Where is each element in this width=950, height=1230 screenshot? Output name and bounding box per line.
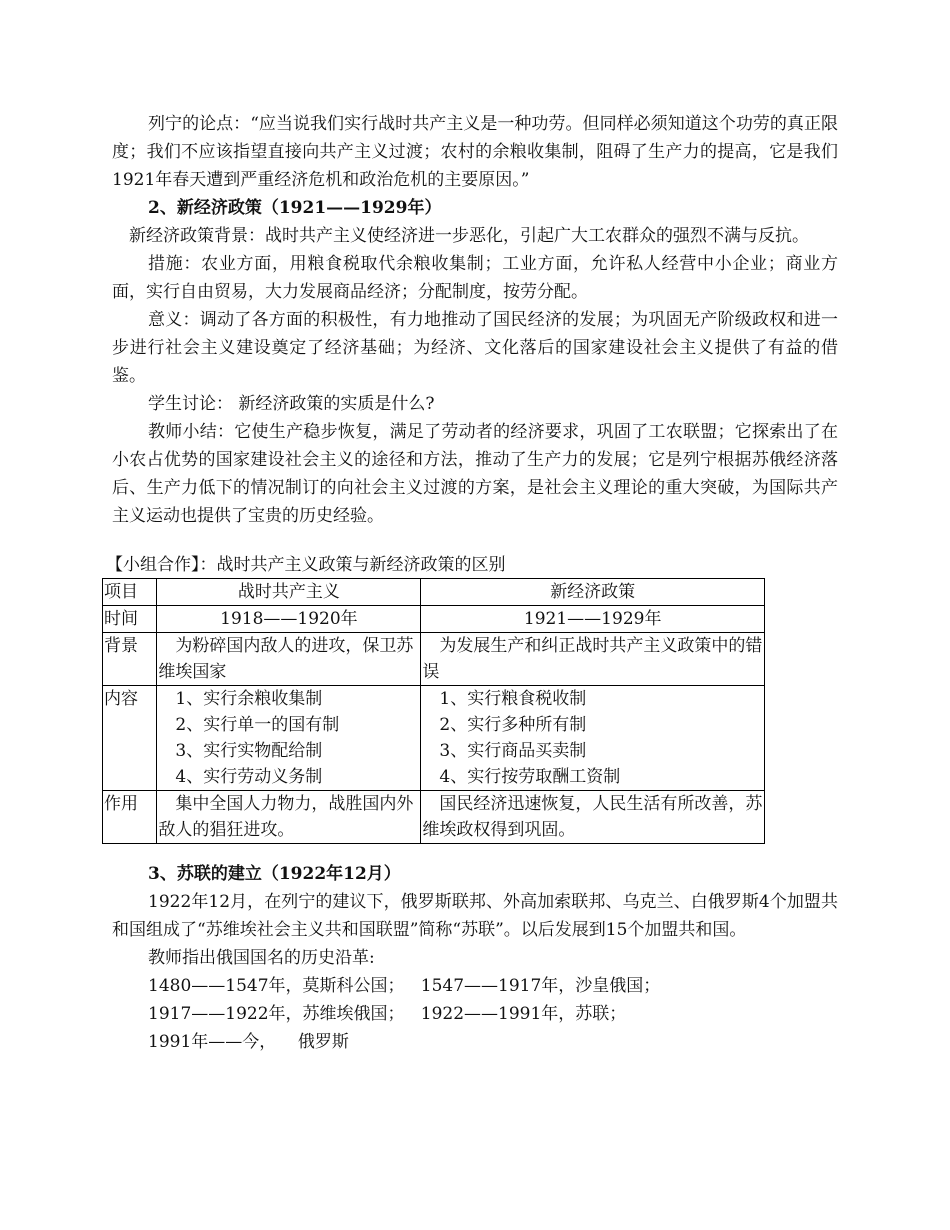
spacer [112,844,838,860]
paragraph-ussr: 1922年12月，在列宁的建议下，俄罗斯联邦、外高加索联邦、乌克兰、白俄罗斯4个加盟共和国组成了“苏维埃社会主义共和国联盟”简称“苏联”。以后发展到15个加盟共和国。 [112,892,838,940]
cell-text: 国民经济迅速恢复，人民生活有所改善，苏维埃政权得到巩固。 [422,794,763,840]
table-row [103,791,765,844]
paragraph-nep-background: 新经济政策背景：战时共产主义使经济进一步恶化，引起广大工农群众的强烈不满与反抗。 [129,226,809,246]
table-cell [157,686,421,791]
cell-text: 为发展生产和纠正战时共产主义政策中的错误 [422,636,763,682]
history-entry: 俄罗斯 [297,1032,349,1052]
heading-nep: 2、新经济政策（1921——1929年） [148,198,442,218]
table-cell [421,633,765,686]
table-cell: 1921——1929年 [421,606,765,633]
cell-text: 集中全国人力物力，战胜国内外敌人的猖狂进攻。 [158,794,414,840]
spacer [112,530,838,552]
table-cell: 新经济政策 [421,579,765,606]
paragraph-measures: 措施：农业方面，用粮食税取代余粮收集制；工业方面，允许私人经营中小企业；商业方面，实行自由贸易，大力发展商品经济；分配制度，按劳分配。 [112,254,838,302]
paragraph-discussion: 学生讨论： 新经济政策的实质是什么? [148,394,435,414]
history-entry: 1922——1991年，苏联； [420,1004,627,1024]
table-cell [157,633,421,686]
history-entry: 1991年——今， [148,1032,277,1052]
table-cell: 作用 [103,791,157,844]
paragraph-significance: 意义：调动了各方面的积极性，有力地推动了国民经济的发展；为巩固无产阶级政权和进一步进行社会主义建设奠定了经济基础；为经济、文化落后的国家建设社会主义提供了有益的借鉴。 [112,310,838,386]
table-cell: 战时共产主义 [157,579,421,606]
history-entry: 1917——1922年，苏维埃俄国； [148,1004,405,1024]
history-entry: 1547——1917年，沙皇俄国； [420,976,661,996]
table-row [103,686,765,791]
heading-ussr: 3、苏联的建立（1922年12月） [148,864,401,884]
list-item: 3、实行实物配给制 [175,741,323,761]
list-item: 1、实行粮食税收制 [439,689,587,709]
table-cell [157,791,421,844]
table-row [103,579,765,606]
table-row [103,606,765,633]
paragraph-lenin: 列宁的论点：“应当说我们实行战时共产主义是一种功劳。但同样必须知道这个功劳的真正限度；我们不应该指望直接向共产主义过渡；农村的余粮收集制，阻碍了生产力的提高，它是我们1921年春天遭到严重经济危机和政治危机的主要原因。” [112,114,838,190]
history-line [112,972,838,1000]
list-item: 2、实行单一的国有制 [175,715,340,735]
list-item: 3、实行商品买卖制 [439,741,587,761]
table-cell: 1918——1920年 [157,606,421,633]
table-cell: 项目 [103,579,157,606]
cell-text: 为粉碎国内敌人的进攻，保卫苏维埃国家 [158,636,414,682]
history-line [112,1028,838,1056]
list-item: 2、实行多种所有制 [439,715,587,735]
list-item: 1、实行余粮收集制 [175,689,323,709]
table-cell: 内容 [103,686,157,791]
table-cell: 时间 [103,606,157,633]
history-entry: 1480——1547年，莫斯科公国； [148,976,405,996]
table-cell: 背景 [103,633,157,686]
table-caption: 【小组合作】：战时共产主义政策与新经济政策的区别 [106,555,506,575]
history-line [112,1000,838,1028]
list-item: 4、实行劳动义务制 [175,767,323,787]
table-cell [421,791,765,844]
comparison-table [102,578,765,844]
table-row [103,633,765,686]
table-cell [421,686,765,791]
list-item: 4、实行按劳取酬工资制 [439,767,621,787]
paragraph-teacher-note: 教师指出俄国国名的历史沿革: [148,948,375,968]
paragraph-summary: 教师小结：它使生产稳步恢复，满足了劳动者的经济要求，巩固了工农联盟；它探索出了在小农占优势的国家建设社会主义的途径和方法，推动了生产力的发展；它是列宁根据苏俄经济落后、生产力低下的情况制订的向社会主义过渡的方案，是社会主义理论的重大突破，为国际共产主义运动也提供了宝贵的历史经验。 [112,422,838,526]
document-page [104,110,838,1056]
